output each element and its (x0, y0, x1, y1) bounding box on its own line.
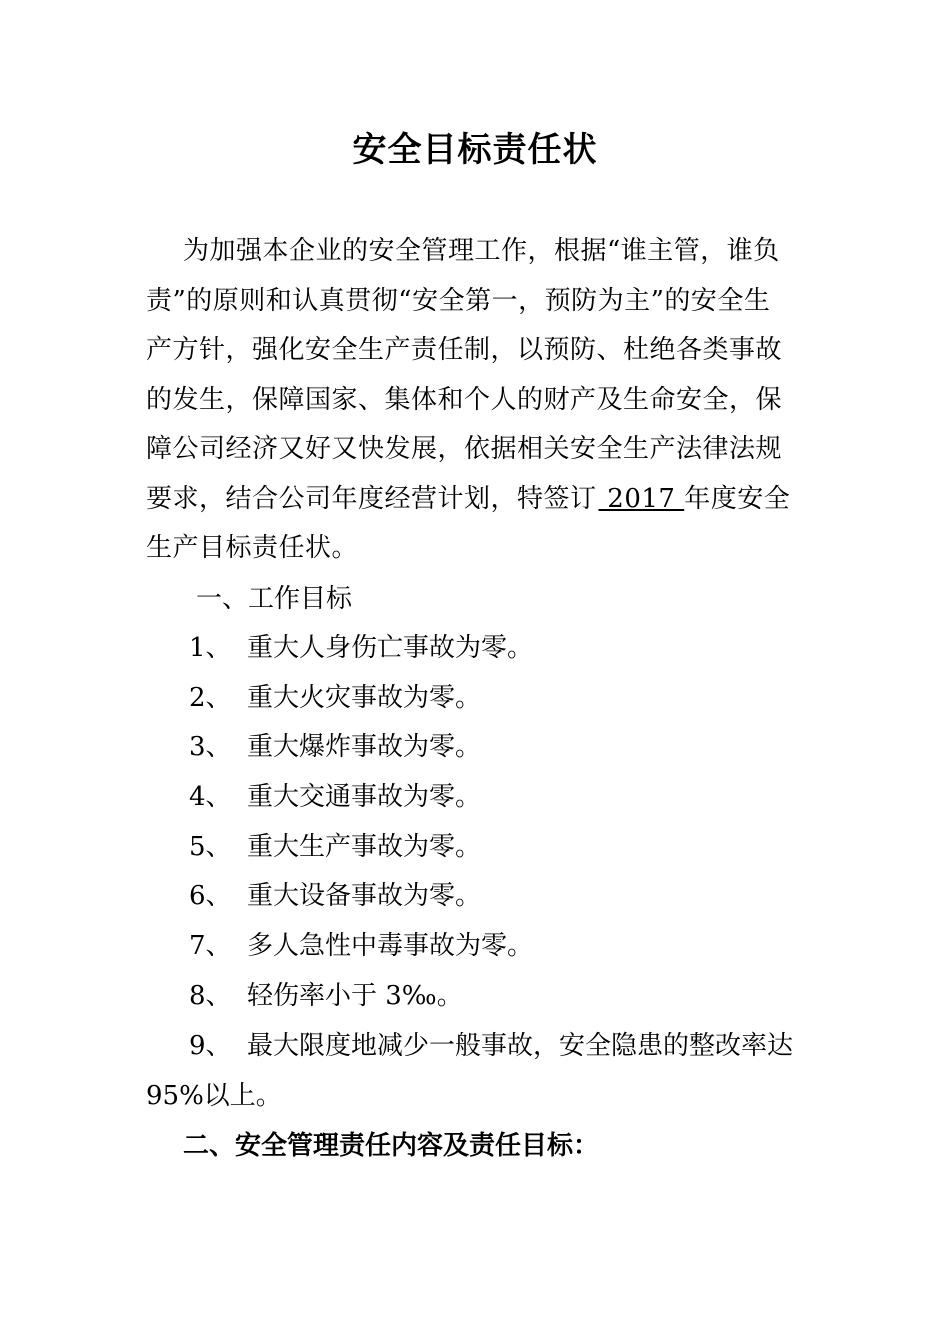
list-item-text: 重大交通事故为零。 (247, 782, 482, 812)
list-item-number: 8、 (189, 981, 232, 1011)
list-item-number: 5、 (189, 832, 232, 862)
list-item-number: 4、 (189, 782, 232, 812)
intro-text-end: 年度安全生产目标责任状。 (146, 483, 791, 563)
list-item (146, 1022, 806, 1121)
list-item-number: 6、 (189, 881, 232, 911)
list-item (189, 723, 481, 773)
list-item-text: 重大火灾事故为零。 (247, 683, 482, 713)
list-item (189, 922, 533, 972)
intro-paragraph (146, 227, 796, 574)
list-item-number: 1、 (189, 633, 232, 663)
intro-year: 2017 (598, 483, 685, 514)
list-item-number: 9、 (189, 1031, 232, 1061)
intro-text-start: 为加强本企业的安全管理工作，根据“谁主管，谁负责”的原则和认真贯彻“安全第一，预防为主”的安全生产方针，强化安全生产责任制，以预防、杜绝各类事故的发生，保障国家、集体和个人的财产及生命安全，保障公司经济又好又快发展，依据相关安全生产法律法规要求，结合公司年度经营计划，特签订 (146, 236, 783, 514)
section-heading-responsibilities: 二、安全管理责任内容及责任目标： (183, 1131, 600, 1161)
list-item-text: 最大限度地减少一般事故，安全隐患的整改率达95%以上。 (146, 1031, 794, 1111)
list-item-text: 多人急性中毒事故为零。 (247, 931, 534, 961)
list-item-text: 重大设备事故为零。 (247, 881, 482, 911)
list-item-number: 3、 (189, 732, 232, 762)
list-item-number: 7、 (189, 931, 232, 961)
section-heading-work-goals: 一、工作目标 (196, 584, 353, 614)
list-item (189, 872, 481, 922)
list-item-text: 重大生产事故为零。 (247, 832, 482, 862)
list-item-text: 重大爆炸事故为零。 (247, 732, 482, 762)
list-item-text: 重大人身伤亡事故为零。 (247, 633, 534, 663)
list-item-number: 2、 (189, 683, 232, 713)
list-item-text: 轻伤率小于 3‰。 (247, 981, 463, 1011)
list-item (189, 773, 481, 823)
list-item (189, 972, 463, 1022)
list-item (189, 823, 481, 873)
document-title: 安全目标责任状 (352, 130, 598, 170)
list-item (189, 674, 481, 724)
list-item (189, 624, 533, 674)
